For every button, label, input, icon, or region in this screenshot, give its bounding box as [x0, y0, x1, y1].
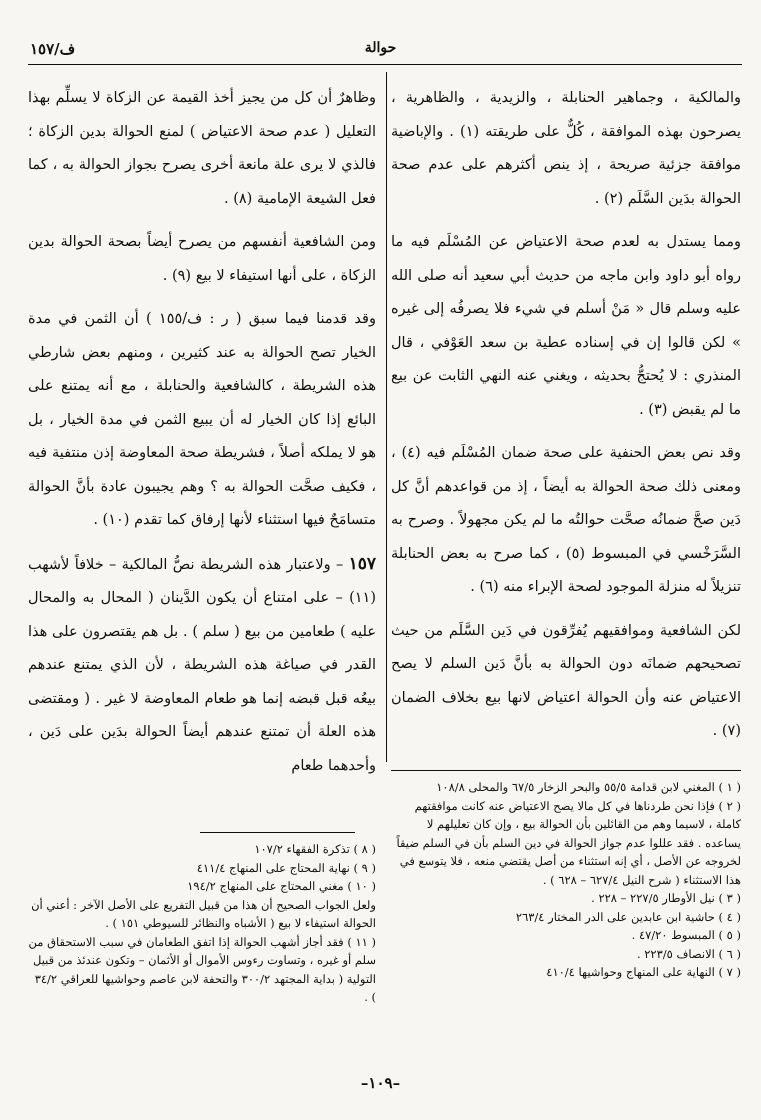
paragraph: والمالكية ، وجماهير الحنابلة ، والزيدية ، والظاهرية ، يصرحون بهذه الموافقة ، كُلٌّ على طريقته (١) . والإباضية موافقة جزئية صريحة ، إذ ينص أكثرهم على عدم صحة الحوالة بدَين السَّلَم (٢) . [391, 90, 742, 207]
header-rule [28, 64, 742, 65]
paragraph: وظاهرٌ أن كل من يجيز أخذ القيمة عن الزكاة لا يسلِّم بهذا التعليل ( عدم صحة الاعتياض ) لمنع الحوالة بدين الزكاة ؛ فالذي لا يرى علة مانعة أخرى يصرح بجواز الحوالة به ، كما فعل الشيعة الإمامية (٨) . [28, 90, 376, 207]
paragraph: ومما يستدل به لعدم صحة الاعتياض عن المُسْلَم فيه ما رواه أبو داود وابن ماجه من حديث أبي سعيد أنه صلى الله عليه وسلم قال « مَنْ أسلم في شيء فلا يصرفُه إلى غيره » لكن قالوا إن في إسناده عطية بن سعد العَوْفي ، قال المنذري : لا يُحتجُّ بحديثه ، ويغني عنه النهي الثابت عن بيع ما لم يقبض (٣) . [391, 234, 741, 418]
footnote-rule [200, 832, 355, 833]
footnote: ( ٨ ) تذكرة الفقهاء ١٠٧/٢ [254, 842, 376, 856]
page-number: –١٠٩– [360, 1074, 401, 1092]
footnote: ولعل الجواب الصحيح أن هذا من قبيل التفريع على الأصل الآخر : أعني أن الحوالة استيفاء لا بيع ( الأشباه والنظائر للسيوطي ١٥١ ) . [31, 897, 376, 930]
footnote: ( ٥ ) المبسوط ٤٧/٢٠ . [631, 928, 741, 942]
page-title: حوالة [364, 40, 397, 56]
footnote: ( ٧ ) النهاية على المنهاج وحواشيها ٤١٠/٤ [546, 965, 741, 979]
paragraph: ومن الشافعية أنفسهم من يصرح أيضاً بصحة الحوالة بدين الزكاة ، على أنها استيفاء لا بيع (٩) . [28, 234, 376, 284]
section-paragraph [28, 548, 376, 784]
footnote: ( ٣ ) نيل الأوطار ٢٢٧/٥ – ٢٢٨ . [591, 891, 741, 905]
section-number: ١٥٧ [348, 553, 377, 574]
footnote: ( ٢ ) فإذا نحن طردناها في كل مالا يصح الاعتياض عنه كانت موافقتهم كاملة ، لاسيما وهم من القائلين بأن الحوالة بيع ، وإن كان تعليلهم لا يساعده . فقد عللوا عدم جواز الحوالة في دين السلم بأن في السلم ضيقاً لخروجه عن الأصل ، أي إنه استثناء من أصل يقتضي منعه ، فلا يتوسع في هذا الاستثناء ( شرح النيل ٦٢٧/٤ – ٦٢٨ ) . [396, 798, 741, 887]
right-column [391, 82, 741, 749]
footnote: ( ٩ ) نهاية المحتاج على المنهاج ٤١١/٤ [196, 860, 376, 875]
footnote: ( ١١ ) فقد أجاز أشهب الحوالة إذا اتفق الطعامان في سبب الاستحقاق من سلم أو غيره ، وتساوت رءوس الأموال أو الأثمان – وتكون عندئذ من قبيل التولية ( بداية المجتهد ٣٠٠/٢ والتحفة لابن عاصم وحواشيها للعراقي ٣٤/٢ ) . [28, 934, 376, 1004]
footnote: ( ١٠ ) مغني المحتاج على المنهاج ١٩٤/٢ [187, 879, 376, 893]
paragraph: وقد قدمنا فيما سبق ( ر : ف/١٥٥ ) أن الثمن في مدة الخيار تصح الحوالة به عند كثيرين ، ومنهم بعض شارطي هذه الشريطة ، كالشافعية والحنابلة ، مع أنه يمتنع على البائع إذا كان الخيار له أن يبيع الثمن في مدة الخيار ، بل هو لا يملكه أصلاً ، فشريطة صحة المعاوضة إذن منتفية فيه ، فكيف صحَّت الحوالة به ؟ وهم يجيبون عادة بأنَّ الحوالة متسامَحٌ فيها استثناء لأنها إرفاق كما تقدم (١٠) . [28, 311, 376, 528]
footnote: ( ٤ ) حاشية ابن عابدين على الدر المختار ٢٦٣/٤ [515, 909, 741, 924]
footnote: ( ٦ ) الانصاف ٢٢٣/٥ . [636, 946, 741, 961]
paragraph: وقد نص بعض الحنفية على صحة ضمان المُسْلَم فيه (٤) ، ومعنى ذلك صحة الحوالة به أيضاً ، إذ من قواعدهم أنَّ كل دَين صحَّ ضمانُه صحَّت حوالتُه ما لم يكن مجهولاً . وصرح به السَّرَخْسي في المبسوط (٥) ، كما صرح به بعض الحنابلة تنزيلاً له منزلة الموجود لصحة الإبراء منه (٦) . [391, 445, 741, 595]
section-text: – ولاعتبار هذه الشريطة نصُّ المالكية – خلافاً لأشهب (١١) – على امتناع أن يكون الدَّينان ( المحال به والمحال عليه ) طعامين من بيع ( سلم ) . بل هم يقتصرون على هذا القدر في صياغة هذه الشريطة ، لأن الذي يمتنع عندهم بيعُه قبل قبضه إنما هو طعام المعاوضة لا غير . ( ومقتضى هذه العلة أن تمتنع عندهم أيضاً الحوالة بدَين على دَين ، وأحدهما طعام [28, 556, 376, 774]
footnote: ( ١ ) المغني لابن قدامة ٥٥/٥ والبحر الزخار ٦٧/٥ والمحلى ١٠٨/٨ [436, 780, 741, 794]
footnote-rule [391, 770, 741, 771]
section-reference: ف/١٥٧ [30, 40, 76, 58]
left-column [28, 82, 376, 783]
footnotes-right [391, 778, 741, 982]
paragraph: لكن الشافعية وموافقيهم يُفرِّقون في دَين السَّلَم من حيث تصحيحهم ضمانَه دون الحوالة به بأنَّ دَين السلم لا يصح الاعتياض عنه وأن الحوالة اعتياض لانها بيع بخلاف الضمان (٧) . [391, 622, 741, 739]
column-divider [386, 72, 387, 762]
footnotes-left [28, 840, 376, 1007]
